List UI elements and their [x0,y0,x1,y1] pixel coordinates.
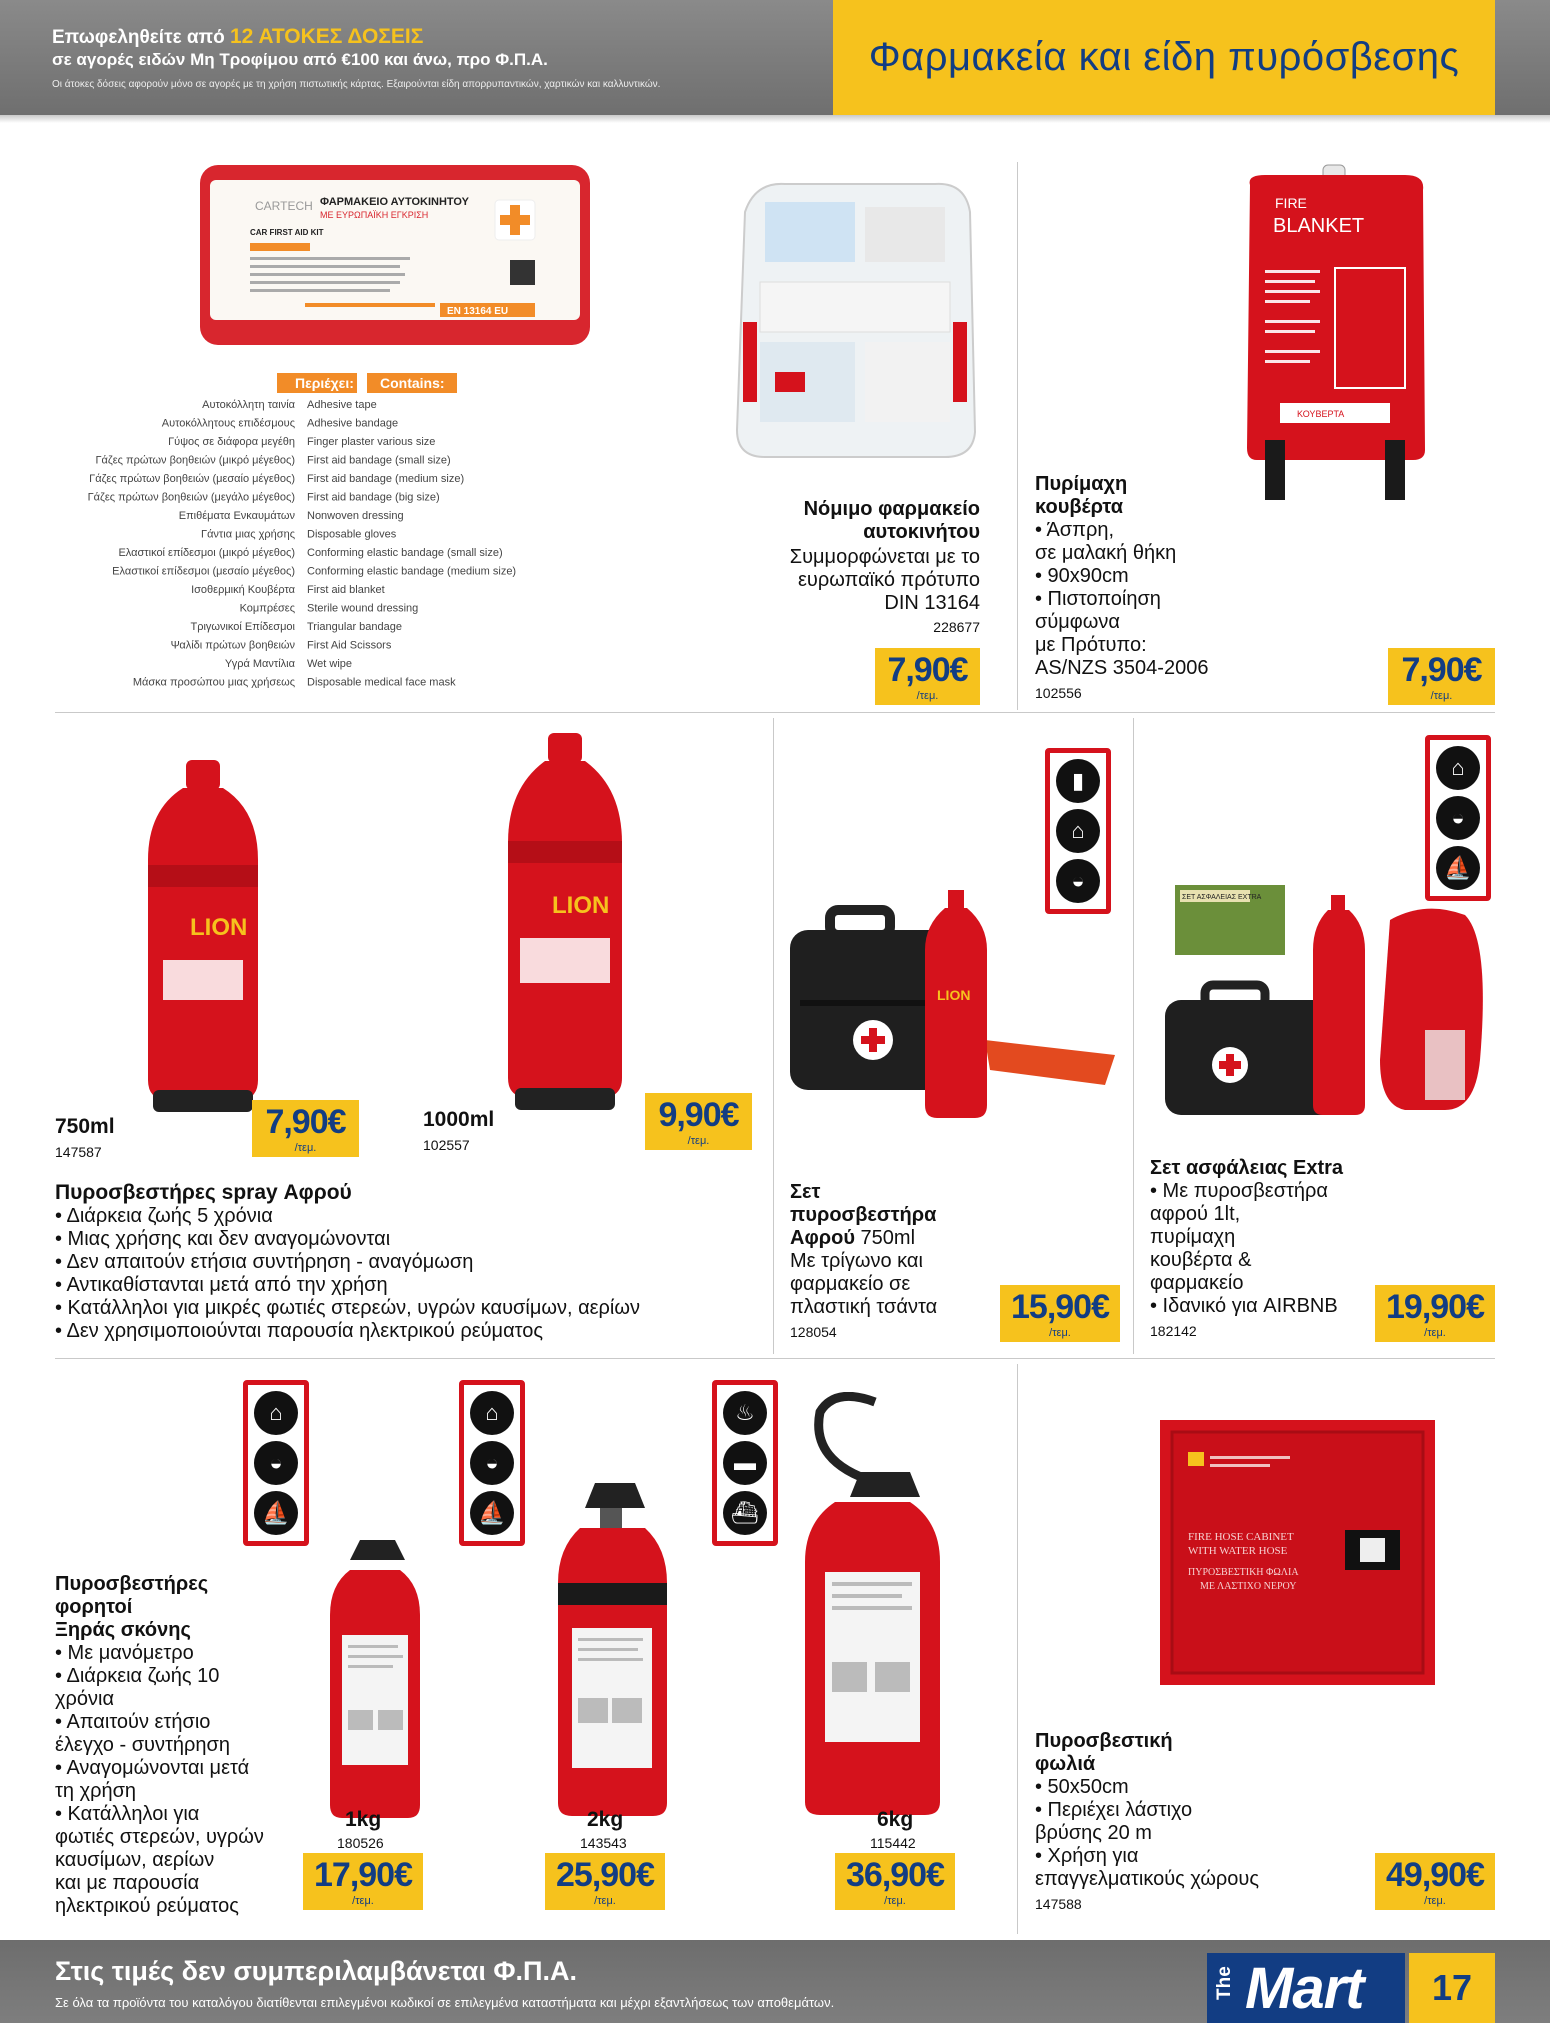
fire-blanket-desc-3: • 90x90cm [1035,565,1129,587]
powder-6kg-price: 36,90€ [846,1856,944,1894]
section-title: Φαρμακεία και είδη πυρόσβεσης [868,35,1460,79]
vat-note: Στις τιμές δεν συμπεριλαμβάνεται Φ.Π.Α. [55,1956,578,1986]
contents-item-en: First aid bandage (medium size) [307,473,465,485]
header-bar [0,0,1550,115]
safety-set-price-tag [1375,1285,1495,1342]
first-aid-kit-name-1: Νόμιμο φαρμακείο [803,498,980,520]
spray-bullet: • Δεν χρησιμοποιούνται παρουσία ηλεκτρικού ρεύματος [55,1320,544,1342]
fire-blanket-desc-7: AS/NZS 3504-2006 [1035,657,1209,679]
cabinet-title-1: Πυροσβεστική [1035,1730,1173,1752]
foam-set-price: 15,90€ [1011,1288,1109,1326]
powder-bullet: έλεγχο - συντήρηση [55,1734,230,1756]
car-icon: ◒ [254,1441,298,1485]
powder-bullet: ηλεκτρικού ρεύματος [55,1895,239,1917]
spray-bullet: • Μιας χρήσης και δεν αναγομώνονται [55,1228,391,1250]
promo-line-1 [52,26,660,49]
contents-item-gr: Ισοθερμική Κουβέρτα [191,584,295,596]
spray-brand-1000: LION [552,892,610,919]
spray-1000-code: 102557 [423,1137,470,1153]
cabinet-desc-1: • 50x50cm [1035,1776,1129,1798]
cabinet-desc-3: βρύσης 20 m [1035,1822,1152,1844]
foam-set-title-2: πυροσβεστήρα [790,1204,937,1226]
powder-2kg-size: 2kg [587,1808,624,1831]
spray-750-size: 750ml [55,1115,115,1138]
contents-item-en: Disposable gloves [307,528,397,541]
contents-item-en: First aid bandage (small size) [307,454,451,467]
house-icon: ⌂ [1436,746,1480,790]
powder-6kg-price-tag [835,1853,955,1910]
boat-icon: ⛵ [254,1491,298,1535]
house-icon: ⌂ [470,1391,514,1435]
powder-bullet: • Απαιτούν ετήσιο [55,1711,211,1733]
spray-brand-750: LION [190,914,248,941]
foam-set-brand: LION [937,987,971,1003]
usage-badge [459,1380,525,1546]
contents-item-gr: Αυτοκόλλητη ταινία [202,399,295,411]
column-divider [773,718,774,1354]
spray-750-code: 147587 [55,1144,102,1160]
powder-bullet: • Με μανόμετρο [55,1642,194,1664]
foam-set-desc-3: πλαστική τσάντα [790,1296,938,1318]
contents-item-gr: Υγρά Μαντίλια [224,658,295,670]
contains-header-gr: Περιέχει: [295,375,354,391]
powder-bullet: καυσίμων, αερίων [55,1849,215,1871]
contents-item-en: Nonwoven dressing [307,510,404,522]
fire-blanket-desc-2: σε μαλακή θήκη [1035,542,1177,564]
powder-extinguisher-1kg-image [320,1530,430,1820]
powder-bullet: τη χρήση [55,1780,137,1802]
spray-1000-price-tag [645,1093,752,1150]
boat-icon: ⛵ [470,1491,514,1535]
safety-set-desc-2: αφρού 1lt, [1150,1203,1241,1225]
fire-blanket-desc-6: με Πρότυπο: [1035,634,1147,656]
first-aid-kit-price-tag [875,648,980,705]
price-unit: /τεμ. [1424,1327,1446,1339]
contents-item-gr: Γάζες πρώτων βοηθειών (μικρό μέγεθος) [95,454,295,467]
price-unit: /τεμ. [687,1135,710,1147]
cabinet-price-tag [1375,1853,1495,1910]
first-aid-kit-desc-2: ευρωπαϊκό πρότυπο [797,569,980,591]
safety-set-desc-6: • Ιδανικό για AIRBNB [1150,1295,1338,1317]
powder-2kg-price: 25,90€ [556,1856,654,1894]
kit-card-subtitle: ΜΕ ΕΥΡΩΠΑΪΚΗ ΕΓΚΡΙΣΗ [320,210,429,220]
fire-blanket-code: 102556 [1035,685,1082,701]
foam-set-title-3 [790,1227,915,1250]
foam-set-desc-2: φαρμακείο σε [790,1273,911,1295]
foam-set-title-1: Σετ [790,1181,821,1203]
powder-1kg-size: 1kg [345,1808,382,1831]
contents-item-en: Adhesive bandage [307,417,399,430]
house-icon: ⌂ [254,1391,298,1435]
footer-disclaimer: Σε όλα τα προϊόντα του καταλόγου διατίθενται επιλεγμένοι κωδικοί σε επιλεγμένα καταστήματα και μέχρι εξαντλήσεως των αποθεμάτων. [55,1995,835,2010]
contents-item-gr: Ελαστικοί επίδεσμοι (μικρό μέγεθος) [118,547,295,559]
price-unit: /τεμ. [884,1895,906,1907]
contents-item-gr: Ψαλίδι πρώτων βοηθειών [170,639,295,652]
fire-blanket-desc-4: • Πιστοποίηση [1035,588,1161,610]
contents-item-gr: Επιθέματα Ενκαυμάτων [178,510,295,522]
cabinet-desc-2: • Περιέχει λάστιχο [1035,1799,1193,1821]
foam-set-price-tag [1000,1285,1120,1342]
row-divider [55,1358,1495,1359]
foam-set-title-3-bold: Αφρού [790,1227,855,1249]
cabinet-label-1: FIRE HOSE CABINET [1188,1531,1294,1543]
safety-set-desc-3: πυρίμαχη [1150,1226,1236,1248]
promo-block [52,26,660,93]
fire-blanket-price-tag [1388,648,1495,705]
spray-title: Πυροσβεστήρες spray Αφρού [55,1181,352,1204]
contents-item-gr: Γύψος σε διάφορα μεγέθη [168,436,295,448]
first-aid-kit-price: 7,90€ [887,651,968,689]
contents-item-en: First aid bandage (big size) [307,491,440,504]
cabinet-title-2: φωλιά [1035,1753,1096,1775]
powder-6kg-code: 115442 [870,1835,916,1851]
spray-bullet: • Δεν απαιτούν ετήσια συντήρηση - αναγόμωση [55,1251,474,1273]
foam-set-volume: 750ml [854,1227,916,1249]
powder-bullet: • Κατάλληλοι για [55,1803,200,1825]
contents-item-gr: Μάσκα προσώπου μιας χρήσεως [132,676,295,689]
spray-extinguisher-1000-image [500,733,630,1113]
contents-item-gr: Αυτοκόλλητους επιδέσμους [161,417,295,430]
powder-bullet: χρόνια [55,1688,115,1710]
the-mart-logo [1207,1953,1405,2023]
logo-mart: Mart [1245,1955,1364,2021]
promo-note: Οι άτοκες δόσεις αφορούν μόνο σε αγορές με τη χρήση πιστωτικής κάρτας. Εξαιρούνται είδη απορρυπαντικών, χαρτικών και καλλυντικών. [52,79,661,90]
cabinet-desc-4: • Χρήση για [1035,1845,1139,1867]
contents-item-en: Triangular bandage [307,621,402,633]
contents-item-gr: Γάζες πρώτων βοηθειών (μεσαίο μέγεθος) [89,473,295,485]
promo-highlight: 12 ΑΤΟΚΕΣ ΔΟΣΕΙΣ [229,25,424,48]
blanket-label-1: FIRE [1275,195,1307,211]
powder-bullet: • Αναγομώνονται μετά [55,1757,250,1779]
powder-1kg-code: 180526 [337,1835,384,1851]
powder-6kg-size: 6kg [877,1808,914,1831]
contents-item-en: Wet wipe [307,658,353,670]
fire-hose-cabinet-image [1160,1420,1435,1685]
fire-house-icon: ♨ [723,1391,767,1435]
boat-icon: ⛵ [1436,846,1480,890]
fire-blanket-image [1235,160,1435,500]
contents-item-gr: Τριγωνικοί Επίδεσμοι [190,621,295,633]
foam-set-code: 128054 [790,1324,837,1340]
contents-item-en: Sterile wound dressing [307,602,419,615]
cabinet-label-4: ΜΕ ΛΑΣΤΙΧΟ ΝΕΡΟΥ [1200,1581,1297,1592]
column-divider [1017,162,1018,710]
kit-brand: CARTECH [255,199,313,213]
cabinet-code: 147588 [1035,1896,1082,1912]
contents-item-en: Disposable medical face mask [307,676,456,689]
page-number: 17 [1409,1953,1495,2023]
kit-label: CAR FIRST AID KIT [250,228,324,237]
blanket-label-2: BLANKET [1273,215,1365,237]
price-unit: /τεμ. [294,1142,317,1154]
powder-1kg-price: 17,90€ [314,1856,412,1894]
car-icon: ◒ [1436,796,1480,840]
spray-bullet: • Κατάλληλοι για μικρές φωτιές στερεών, υγρών καυσίμων, αερίων [55,1297,640,1319]
price-unit: /τεμ. [594,1895,616,1907]
safety-set-code: 182142 [1150,1323,1197,1339]
fire-blanket-name-2: κουβέρτα [1035,496,1124,518]
column-divider [1017,1364,1018,1934]
price-unit: /τεμ. [352,1895,374,1907]
promo-line-2: σε αγορές ειδών Μη Τροφίμου από €100 και άνω, προ Φ.Π.Α. [52,50,548,69]
first-aid-bag-image [725,172,985,462]
usage-badge [243,1380,309,1546]
powder-2kg-price-tag [545,1853,665,1910]
spray-750-price-tag [252,1100,359,1157]
contents-item-gr: Ελαστικοί επίδεσμοι (μεσαίο μέγεθος) [112,565,295,578]
contents-item-gr: Γάζες πρώτων βοηθειών (μεγάλο μέγεθος) [87,491,295,504]
powder-extinguisher-6kg-image [790,1392,960,1817]
spray-750-price: 7,90€ [265,1103,346,1141]
ship-icon: ⛴ [723,1491,767,1535]
spray-bullet: • Αντικαθίστανται μετά από την χρήση [55,1274,388,1296]
spray-1000-price: 9,90€ [658,1096,739,1134]
cabinet-price: 49,90€ [1386,1856,1484,1894]
safety-set-desc-5: φαρμακείο [1150,1272,1244,1294]
foam-set-desc-1: Με τρίγωνο και [790,1250,923,1272]
contains-header-en: Contains: [380,375,445,391]
powder-2kg-code: 143543 [580,1835,627,1851]
spray-1000-size: 1000ml [423,1108,495,1131]
powder-bullet: φωτιές στερεών, υγρών [55,1826,264,1848]
powder-bullet: και με παρουσία [55,1872,200,1894]
contents-item-gr: Γάντια μιας χρήσης [201,528,295,541]
cabinet-label-3: ΠΥΡΟΣΒΕΣΤΙΚΗ ΦΩΛΙΑ [1188,1567,1299,1578]
price-unit: /τεμ. [1049,1327,1071,1339]
column-divider [1133,718,1134,1354]
fire-blanket-desc-1: • Άσπρη, [1035,519,1115,541]
cabinet-desc-5: επαγγελματικούς χώρους [1035,1868,1260,1890]
powder-1kg-price-tag [303,1853,423,1910]
blanket-label-3: ΚΟΥΒΕΡΤΑ [1297,409,1345,419]
price-unit: /τεμ. [1430,690,1453,702]
contents-item-en: Adhesive tape [307,399,377,411]
row-divider [55,712,1495,713]
first-aid-kit-card-image [55,155,705,710]
car-icon: ◒ [1056,859,1100,903]
usage-badge [712,1380,778,1546]
contents-item-en: Conforming elastic bandage (small size) [307,547,503,559]
powder-title-3: Ξηράς σκόνης [55,1619,191,1641]
car-icon: ◒ [470,1441,514,1485]
spray-extinguisher-750-image [138,760,268,1115]
usage-badge [1425,735,1491,901]
fire-blanket-desc-5: σύμφωνα [1035,611,1120,633]
fire-blanket-name-1: Πυρίμαχη [1035,473,1128,495]
truck-icon: ▬ [723,1441,767,1485]
extinguisher-icon: ▮ [1056,759,1100,803]
foam-set-image [785,890,1120,1120]
safety-set-desc-4: κουβέρτα & [1150,1249,1252,1271]
spray-bullet: • Διάρκεια ζωής 5 χρόνια [55,1205,273,1227]
safety-set-price: 19,90€ [1386,1288,1484,1326]
house-icon: ⌂ [1056,809,1100,853]
promo-prefix: Επωφεληθείτε από [52,27,225,48]
first-aid-kit-name-2: αυτοκινήτου [863,521,980,543]
powder-bullet: • Διάρκεια ζωής 10 [55,1665,220,1687]
price-unit: /τεμ. [1424,1895,1446,1907]
first-aid-kit-desc-3: DIN 13164 [884,592,980,614]
header-shadow [0,115,1550,123]
first-aid-kit-code: 228677 [933,619,980,635]
logo-the: The [1214,1966,1235,2000]
powder-title-2: φορητοί [55,1596,133,1618]
first-aid-kit-desc-1: Συμμορφώνεται με το [789,546,980,568]
safety-set-title: Σετ ασφάλειας Extra [1150,1157,1344,1179]
powder-extinguisher-2kg-image [550,1478,675,1818]
price-unit: /τεμ. [916,690,939,702]
cabinet-label-2: WITH WATER HOSE [1188,1545,1288,1557]
safety-set-desc-1: • Με πυροσβεστήρα [1150,1180,1328,1202]
section-title-box [833,0,1495,115]
contents-item-en: Conforming elastic bandage (medium size) [307,565,517,578]
contents-item-gr: Κομπρέσες [239,602,295,615]
safety-pouch-label: ΣΕΤ ΑΣΦΑΛΕΙΑΣ EXTRA [1182,894,1262,901]
fire-blanket-price: 7,90€ [1401,651,1482,689]
kit-card-title: ΦΑΡΜΑΚΕΙΟ ΑΥΤΟΚΙΝΗΤΟΥ [320,196,470,208]
contents-item-en: Finger plaster various size [307,436,436,448]
powder-title-1: Πυροσβεστήρες [55,1573,209,1595]
contents-item-en: First aid blanket [307,584,385,596]
kit-standard: EN 13164 EU [447,306,509,317]
safety-set-extra-image [1165,880,1495,1120]
contents-item-en: First Aid Scissors [307,639,392,652]
